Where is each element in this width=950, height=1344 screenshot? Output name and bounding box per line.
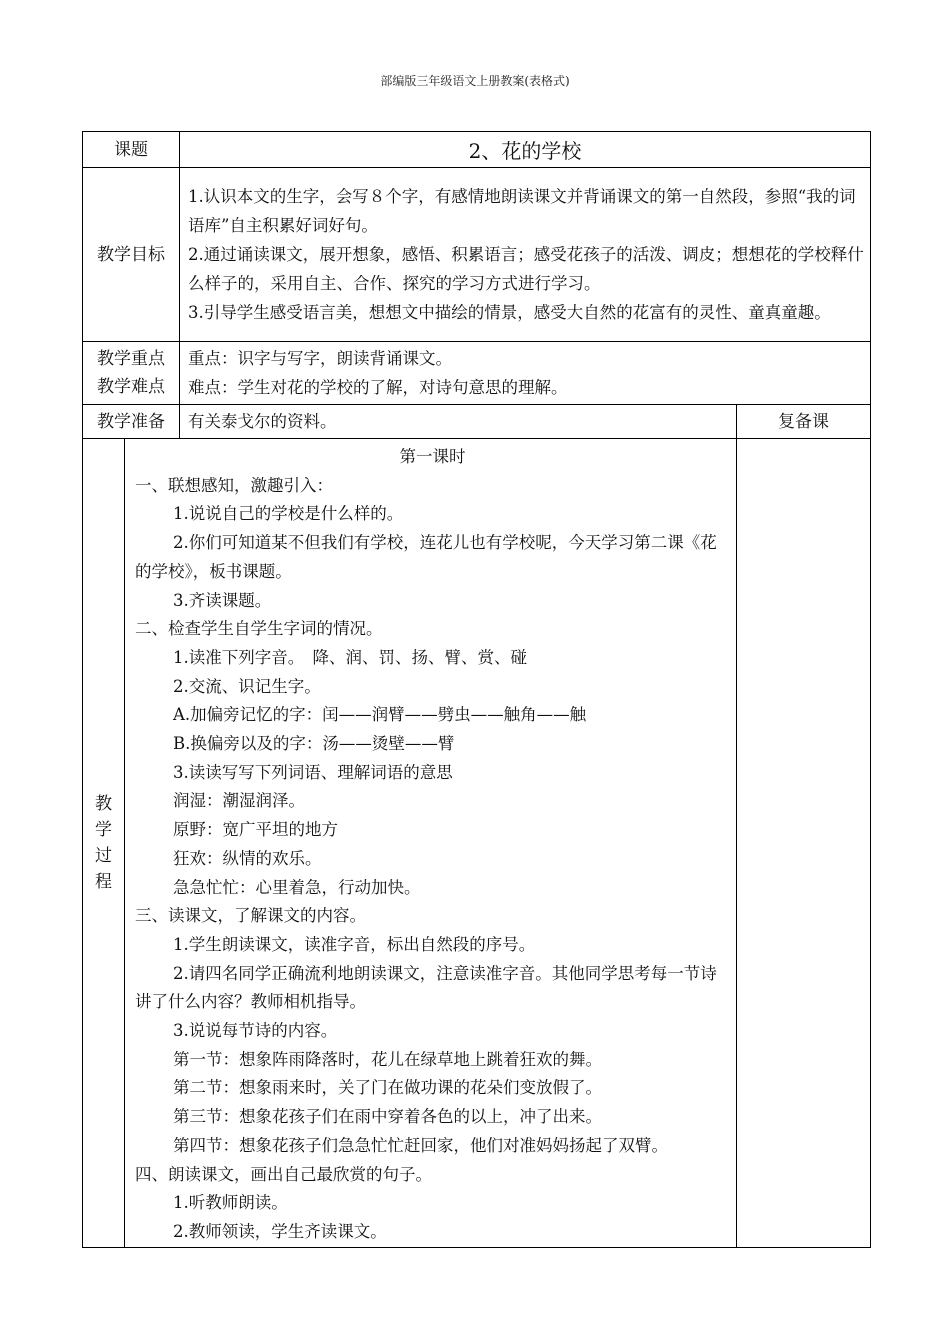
key-point-text: 重点：识字与写字，朗读背诵课文。 <box>188 349 452 368</box>
process-line: 1.学生朗读课文，读准字音，标出自然段的序号。 <box>173 934 536 954</box>
process-line: 2.你们可知道某不但我们有学校，连花儿也有学校呢，今天学习第二课《花的学校》，板书课题。 <box>135 533 717 581</box>
process-line: B.换偏旁以及的字：汤——烫壁——臂 <box>173 734 455 754</box>
process-line: A.加偏旁记忆的字：闰——润臂——劈虫——触角——触 <box>173 705 587 725</box>
objective-item: 1.认识本文的生字，会写８个字，有感情地朗读课文并背诵课文的第一自然段，参照“我的词语库”自主积累好词好句。 <box>188 187 856 235</box>
process-line: 二、检查学生自学生字词的情况。 <box>135 619 383 639</box>
process-line: 3.齐读课题。 <box>173 590 272 610</box>
process-line: 三、读课文，了解课文的内容。 <box>135 906 366 926</box>
key-points-content <box>180 342 871 405</box>
objective-item: 2.通过诵读课文，展开想象，感悟、积累语言；感受花孩子的活泼、调皮；想想花的学校释什么样子的，采用自主、合作、探究的学习方式进行学习。 <box>188 245 864 293</box>
objectives-content <box>180 168 871 342</box>
process-label-char: 过 <box>95 845 112 866</box>
process-line: 2.交流、识记生字。 <box>173 676 321 696</box>
review-prep-label: 复备课 <box>737 405 871 439</box>
process-line: 第二节：想象雨来时，关了门在做功课的花朵们变放假了。 <box>173 1078 602 1098</box>
topic-label: 课题 <box>83 132 180 168</box>
process-line: 1.说说自己的学校是什么样的。 <box>173 504 404 524</box>
process-content <box>125 439 737 1248</box>
process-line: 第四节：想象花孩子们急急忙忙赶回家，他们对准妈妈扬起了双臂。 <box>173 1135 668 1155</box>
lesson-plan-table <box>82 131 871 1248</box>
preparation-label: 教学准备 <box>83 405 180 439</box>
process-line: 3.读读写写下列词语、理解词语的意思 <box>173 762 453 782</box>
process-lines <box>135 472 730 1247</box>
process-line: 原野：宽广平坦的地方 <box>173 820 338 840</box>
difficulty-text: 难点：学生对花的学校的了解，对诗句意思的理解。 <box>188 378 568 397</box>
process-line: 第三节：想象花孩子们在雨中穿着各色的以上，冲了出来。 <box>173 1107 602 1127</box>
process-label-char: 学 <box>95 819 112 840</box>
lesson-title: 2、花的学校 <box>180 132 871 168</box>
process-label-char: 程 <box>95 871 112 892</box>
process-line: 2.教师领读，学生齐读课文。 <box>173 1221 387 1241</box>
review-notes-cell <box>737 439 871 1248</box>
process-line: 1.读准下列字音。 降、润、罚、扬、臂、赏、碰 <box>173 647 527 667</box>
process-line: 急急忙忙：心里着急，行动加快。 <box>173 877 421 897</box>
objectives-label: 教学目标 <box>83 168 180 342</box>
objective-item: 3.引导学生感受语言美，想想文中描绘的情景，感受大自然的花富有的灵性、童真童趣。 <box>188 303 831 322</box>
process-line: 狂欢：纵情的欢乐。 <box>173 848 322 868</box>
process-line: 一、联想感知，激趣引入： <box>135 475 333 495</box>
process-line: 润湿：潮湿润泽。 <box>173 791 305 811</box>
session-title: 第一课时 <box>399 447 466 466</box>
key-label: 教学重点 <box>97 349 165 369</box>
process-line: 四、朗读课文，画出自己最欣赏的句子。 <box>135 1164 432 1184</box>
difficulty-label: 教学难点 <box>97 377 165 397</box>
page-header: 部编版三年级语文上册教案(表格式) <box>380 74 570 88</box>
process-line: 第一节：想象阵雨降落时，花儿在绿草地上跳着狂欢的舞。 <box>173 1049 602 1069</box>
process-line: 1.听教师朗读。 <box>173 1193 288 1213</box>
process-label <box>83 439 125 1248</box>
process-line: 2.请四名同学正确流利地朗读课文，注意读准字音。其他同学思考每一节诗讲了什么内容？教师相机指导。 <box>135 963 717 1012</box>
key-points-label <box>83 342 180 405</box>
preparation-content: 有关泰戈尔的资料。 <box>180 405 737 439</box>
process-label-char: 教 <box>95 793 112 814</box>
process-line: 3.说说每节诗的内容。 <box>173 1021 338 1041</box>
